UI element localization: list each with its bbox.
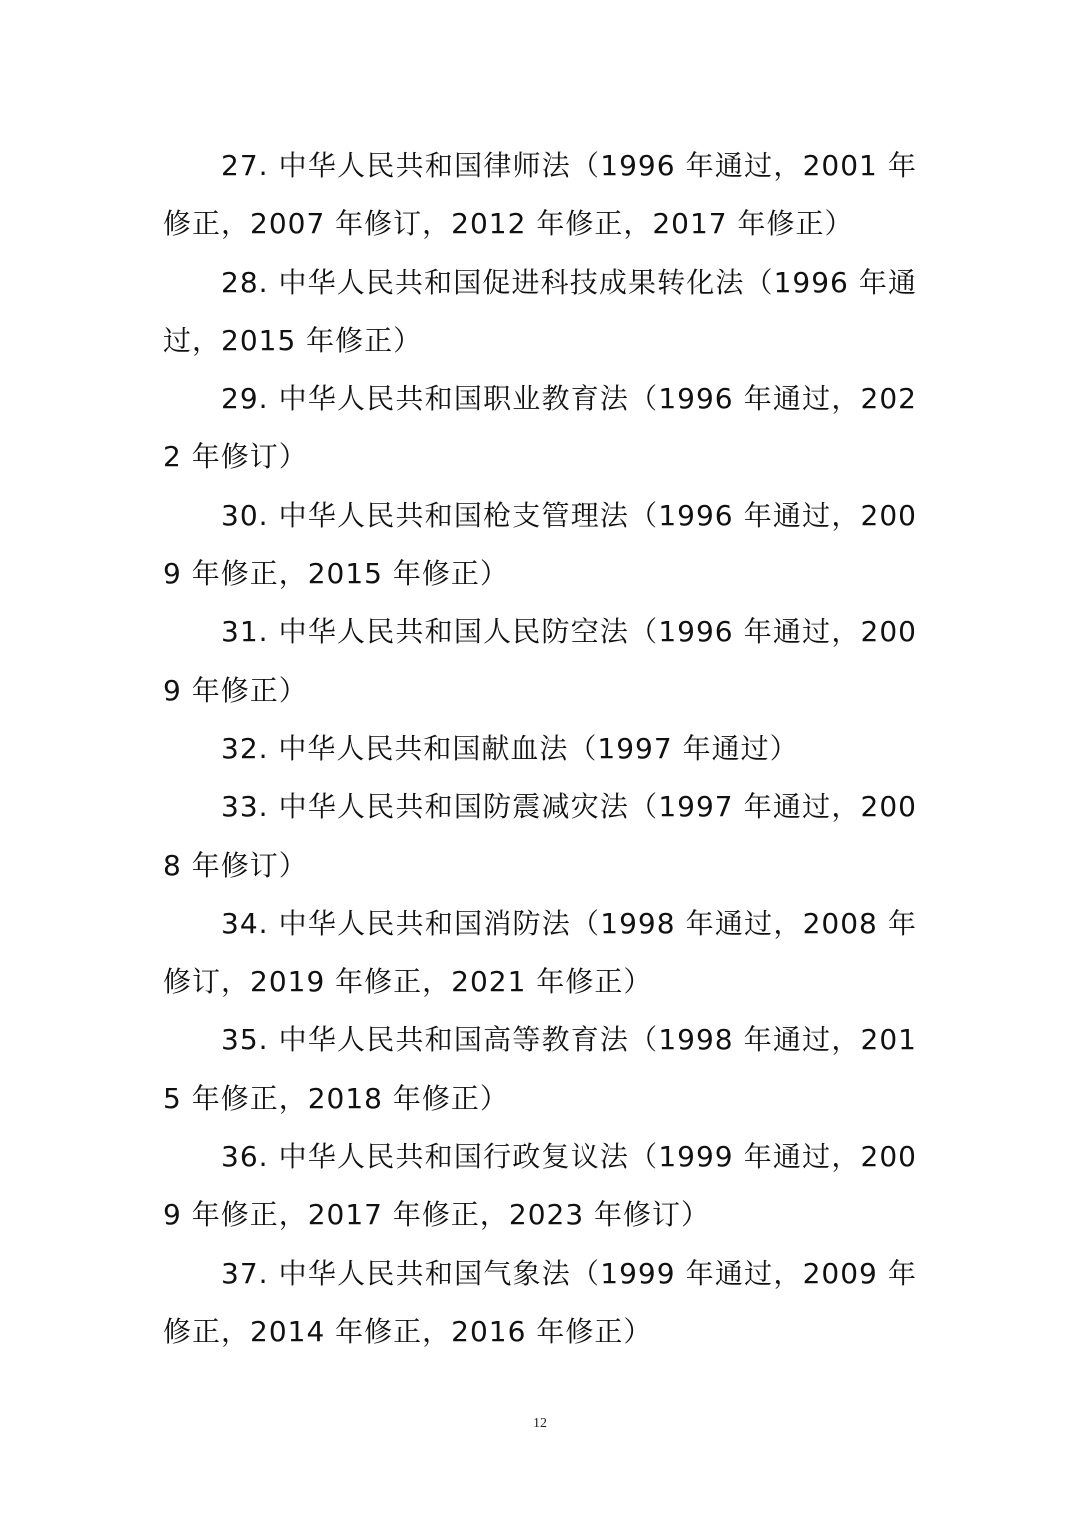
list-item: 29. 中华人民共和国职业教育法（1996 年通过，2022 年修订） [163, 382, 917, 474]
list-item: 35. 中华人民共和国高等教育法（1998 年通过，2015 年修正，2018 年修正） [163, 1023, 917, 1115]
list-item: 27. 中华人民共和国律师法（1996 年通过，2001 年修正，2007 年修订，2012 年修正，2017 年修正） [163, 149, 917, 241]
list-item: 31. 中华人民共和国人民防空法（1996 年通过，2009 年修正） [163, 615, 917, 707]
list-item: 34. 中华人民共和国消防法（1998 年通过，2008 年修订，2019 年修正，2021 年修正） [163, 906, 917, 999]
list-item: 36. 中华人民共和国行政复议法（1999 年通过，2009 年修正，2017 年修正，2023 年修订） [163, 1140, 917, 1232]
list-item: 30. 中华人民共和国枪支管理法（1996 年通过，2009 年修正，2015 年修正） [163, 498, 917, 591]
list-item: 32. 中华人民共和国献血法（1997 年通过） [221, 731, 799, 765]
law-list [163, 137, 917, 1361]
page-number: 12 [533, 1416, 547, 1431]
list-item: 33. 中华人民共和国防震减灾法（1997 年通过，2008 年修订） [163, 790, 917, 882]
list-item: 28. 中华人民共和国促进科技成果转化法（1996 年通过，2015 年修正） [163, 265, 917, 357]
list-item: 37. 中华人民共和国气象法（1999 年通过，2009 年修正，2014 年修正，2016 年修正） [163, 1256, 917, 1348]
